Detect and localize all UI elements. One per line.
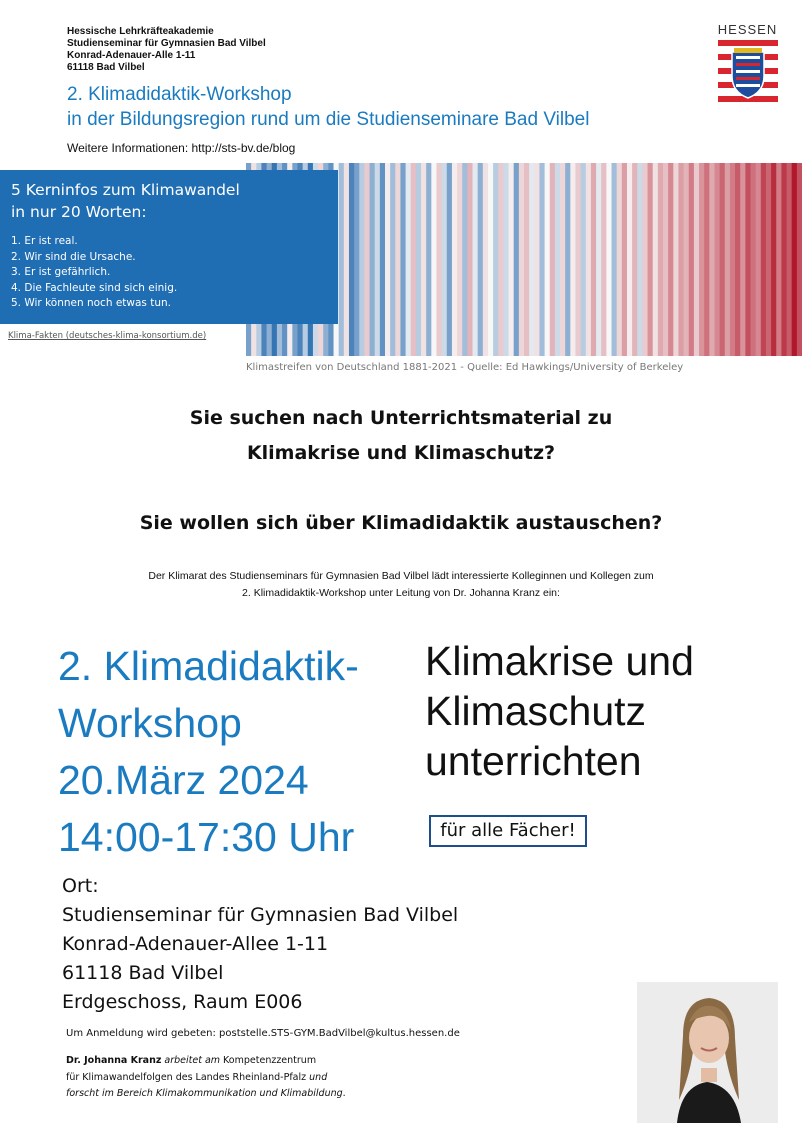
address-line: 61118 Bad Vilbel (67, 62, 145, 73)
kerninfos-item: 3. Er ist gefährlich. (11, 266, 111, 279)
warming-stripe (400, 163, 406, 356)
event-time: 14:00-17:30 Uhr (58, 814, 355, 860)
stripes-caption: Klimastreifen von Deutschland 1881-2021 - Quelle: Ed Hawkings/University of Berkeley (246, 362, 684, 373)
warming-stripe (663, 163, 669, 356)
warming-stripe (735, 163, 741, 356)
hessen-logo-word: HESSEN (717, 22, 778, 37)
invitation-text (0, 568, 802, 602)
warming-stripe (442, 163, 448, 356)
warming-stripe (483, 163, 489, 356)
event-title-line: 2. Klimadidaktik- (58, 643, 359, 689)
warming-stripe (575, 163, 581, 356)
warming-stripe (462, 163, 468, 356)
warming-stripe (560, 163, 566, 356)
warming-stripe (349, 163, 355, 356)
warming-stripe (596, 163, 602, 356)
kerninfos-item: 1. Er ist real. (11, 235, 78, 247)
warming-stripe (524, 163, 530, 356)
all-subjects-badge: für alle Fächer! (429, 815, 587, 847)
warming-stripe (390, 163, 396, 356)
warming-stripe (406, 163, 412, 356)
bio-text: Kompetenzzentrum (223, 1055, 317, 1066)
speaker-photo (637, 982, 778, 1123)
address-line: Konrad-Adenauer-Alle 1-11 (67, 50, 196, 61)
warming-stripe (668, 163, 674, 356)
warming-stripe (570, 163, 576, 356)
warming-stripe (725, 163, 731, 356)
kerninfos-title-line: in nur 20 Worten: (11, 203, 147, 221)
warming-stripe (776, 163, 782, 356)
warming-stripe (714, 163, 720, 356)
warming-stripe (730, 163, 736, 356)
warming-stripe (781, 163, 787, 356)
question-line: Sie suchen nach Unterrichtsmaterial zu (189, 407, 613, 429)
warming-stripe (550, 163, 556, 356)
warming-stripe (436, 163, 442, 356)
warming-stripe (756, 163, 762, 356)
warming-stripe (426, 163, 432, 356)
warming-stripe (581, 163, 587, 356)
warming-stripe (457, 163, 463, 356)
bio-text: arbeitet am (161, 1055, 224, 1066)
bio-text: forscht im Bereich Klimakommunikation und Klimabildung (66, 1088, 343, 1099)
warming-stripe (622, 163, 628, 356)
hessen-coat-of-arms-icon (718, 40, 778, 102)
bio-text: und (309, 1071, 328, 1083)
location-line: 61118 Bad Vilbel (62, 962, 224, 984)
warming-stripe (421, 163, 427, 356)
warming-stripe (416, 163, 422, 356)
warming-stripe (344, 163, 350, 356)
warming-stripe (771, 163, 777, 356)
warming-stripe (473, 163, 479, 356)
event-topic-block (425, 636, 694, 786)
warming-stripe (637, 163, 643, 356)
warming-stripe (452, 163, 458, 356)
warming-stripe (766, 163, 772, 356)
warming-stripe (503, 163, 509, 356)
warming-stripe (555, 163, 561, 356)
warming-stripe (694, 163, 700, 356)
warming-stripe (529, 163, 535, 356)
warming-stripe (586, 163, 592, 356)
warming-stripe (740, 163, 746, 356)
warming-stripe (395, 163, 401, 356)
warming-stripe (354, 163, 360, 356)
kerninfos-title-line: 5 Kerninfos zum Klimawandel (11, 181, 240, 199)
warming-stripe (642, 163, 648, 356)
warming-stripe (565, 163, 571, 356)
warming-stripe (648, 163, 654, 356)
location-line: Studienseminar für Gymnasien Bad Vilbel (62, 904, 459, 926)
warming-stripe (673, 163, 679, 356)
warming-stripe (797, 163, 802, 356)
warming-stripe (519, 163, 525, 356)
event-topic-line: Klimaschutz (425, 688, 647, 734)
warming-stripe (684, 163, 690, 356)
warming-stripe (478, 163, 484, 356)
warming-stripe (704, 163, 710, 356)
warming-stripe (709, 163, 715, 356)
kerninfos-title (11, 179, 240, 223)
kerninfos-item: 4. Die Fachleute sind sich einig. (11, 281, 178, 294)
address-line: Studienseminar für Gymnasien Bad Vilbel (67, 38, 266, 49)
speaker-bio (66, 1053, 346, 1103)
warming-stripe (720, 163, 726, 356)
event-date: 20.März 2024 (58, 757, 309, 803)
warming-stripe (493, 163, 499, 356)
warming-stripe (534, 163, 540, 356)
warming-stripe (467, 163, 473, 356)
warming-stripe (678, 163, 684, 356)
warming-stripe (653, 163, 659, 356)
warming-stripe (411, 163, 417, 356)
warming-stripe (385, 163, 391, 356)
warming-stripe (591, 163, 597, 356)
warming-stripe (370, 163, 376, 356)
warming-stripe (617, 163, 623, 356)
event-topic-line: unterrichten (425, 738, 642, 784)
warming-stripe (632, 163, 638, 356)
bio-text: . (342, 1088, 346, 1099)
event-title-line: Workshop (58, 700, 242, 746)
warming-stripe (545, 163, 551, 356)
workshop-heading-line: in der Bildungsregion rund um die Studienseminare Bad Vilbel (67, 109, 590, 130)
warming-stripe (606, 163, 612, 356)
kerninfos-item: 5. Wir können noch etwas tun. (11, 297, 171, 310)
warming-stripe (380, 163, 386, 356)
sender-address (67, 26, 266, 74)
kerninfos-list (11, 234, 177, 312)
warming-stripe (787, 163, 793, 356)
location-line: Erdgeschoss, Raum E006 (62, 991, 303, 1013)
registration-note: Um Anmeldung wird gebeten: poststelle.STS-GYM.BadVilbel@kultus.hessen.de (66, 1028, 460, 1039)
question-line: Sie wollen sich über Klimadidaktik austauschen? (139, 512, 663, 534)
warming-stripe (612, 163, 618, 356)
more-info-link[interactable]: Weitere Informationen: http://sts-bv.de/blog (67, 141, 296, 155)
warming-stripe (689, 163, 695, 356)
workshop-heading (67, 82, 589, 132)
warming-stripe (431, 163, 437, 356)
warming-stripe (761, 163, 767, 356)
warming-stripe (509, 163, 515, 356)
warming-stripe (375, 163, 381, 356)
warming-stripe (601, 163, 607, 356)
warming-stripe (539, 163, 545, 356)
invitation-line: 2. Klimadidaktik-Workshop unter Leitung von Dr. Johanna Kranz ein: (242, 587, 560, 599)
workshop-heading-line: 2. Klimadidaktik-Workshop (67, 84, 292, 105)
speaker-name: Dr. Johanna Kranz (66, 1055, 162, 1066)
location-line: Ort: (62, 875, 99, 897)
address-line: Hessische Lehrkräfteakademie (67, 26, 214, 37)
event-topic-line: Klimakrise und (425, 638, 694, 684)
question-line: Klimakrise und Klimaschutz? (246, 442, 556, 464)
warming-stripe (699, 163, 705, 356)
warming-stripe (751, 163, 757, 356)
warming-stripe (488, 163, 494, 356)
warming-stripe (364, 163, 370, 356)
warming-stripe (745, 163, 751, 356)
kerninfos-item: 2. Wir sind die Ursache. (11, 250, 136, 263)
warming-stripe (359, 163, 365, 356)
invitation-line: Der Klimarat des Studienseminars für Gymnasien Bad Vilbel lädt interessierte Kolleginnen und Kollegen zum (148, 570, 654, 582)
location-line: Konrad-Adenauer-Allee 1-11 (62, 933, 329, 955)
warming-stripe (658, 163, 664, 356)
warming-stripe (627, 163, 633, 356)
klima-fakten-link[interactable]: Klima-Fakten (deutsches-klima-konsortium.de) (8, 331, 207, 341)
bio-text: für Klimawandelfolgen des Landes Rheinland-Pfalz (66, 1071, 310, 1083)
warming-stripe (447, 163, 453, 356)
warming-stripe (498, 163, 504, 356)
warming-stripe (514, 163, 520, 356)
warming-stripe (339, 163, 345, 356)
kerninfos-box (0, 170, 338, 324)
warming-stripe (792, 163, 798, 356)
event-date-block (58, 638, 359, 866)
location-block (62, 872, 458, 1017)
